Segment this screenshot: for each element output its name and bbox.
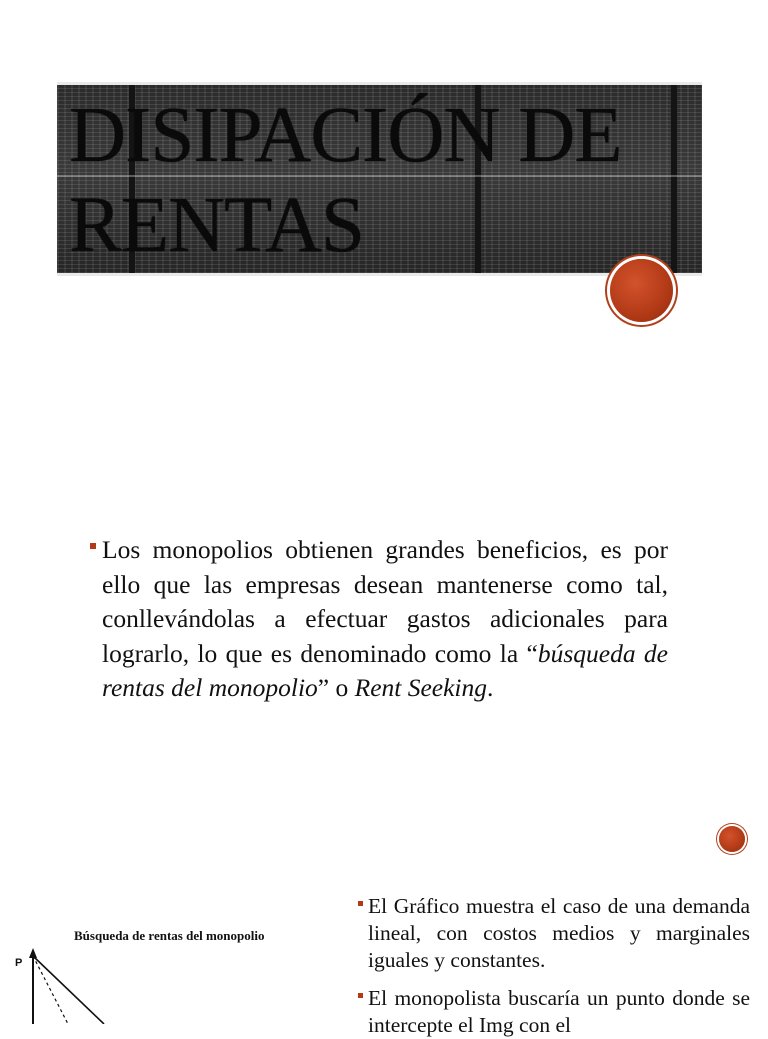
demand-curve	[33, 956, 104, 1024]
chart-bullet-1	[358, 893, 750, 974]
chart-graphic	[0, 940, 340, 1024]
chart-title: Búsqueda de rentas del monopolio	[74, 928, 265, 943]
title-line-1: DISIPACIÓN DE	[69, 92, 622, 179]
y-axis-label: P	[15, 957, 23, 969]
accent-circle-icon	[719, 826, 745, 852]
paragraph-part: Los monopolios obtienen grandes beneficios, es por ello que las empresas desean mantenerse como tal, conllevándolas a efectuar gastos adicionales para lograrlo, lo que es denominado como la “	[102, 535, 668, 668]
title-line-2: RENTAS	[69, 182, 364, 269]
chart-bullet-2	[358, 985, 750, 1039]
bullet-square-icon	[358, 993, 363, 998]
slide-title	[69, 91, 702, 271]
title-banner	[57, 82, 702, 276]
paragraph-part-italic: búsqueda de rentas del monopolio	[102, 638, 668, 702]
bullet-square-icon	[358, 901, 363, 906]
bullet-text: El monopolista buscaría un punto donde se intercepte el Img con el	[368, 986, 750, 1037]
paragraph-part: ” o	[317, 673, 355, 702]
bullet-square-icon	[90, 543, 96, 549]
paragraph-part: .	[487, 673, 494, 702]
bullet-text: El Gráfico muestra el caso de una demanda lineal, con costos medios y marginales iguales y constantes.	[368, 894, 750, 972]
paragraph-text	[90, 533, 668, 706]
bullet-paragraph	[90, 533, 668, 706]
marginal-revenue-curve	[33, 956, 68, 1024]
accent-circle-icon	[610, 259, 673, 322]
paragraph-part-italic: Rent Seeking	[354, 673, 488, 702]
